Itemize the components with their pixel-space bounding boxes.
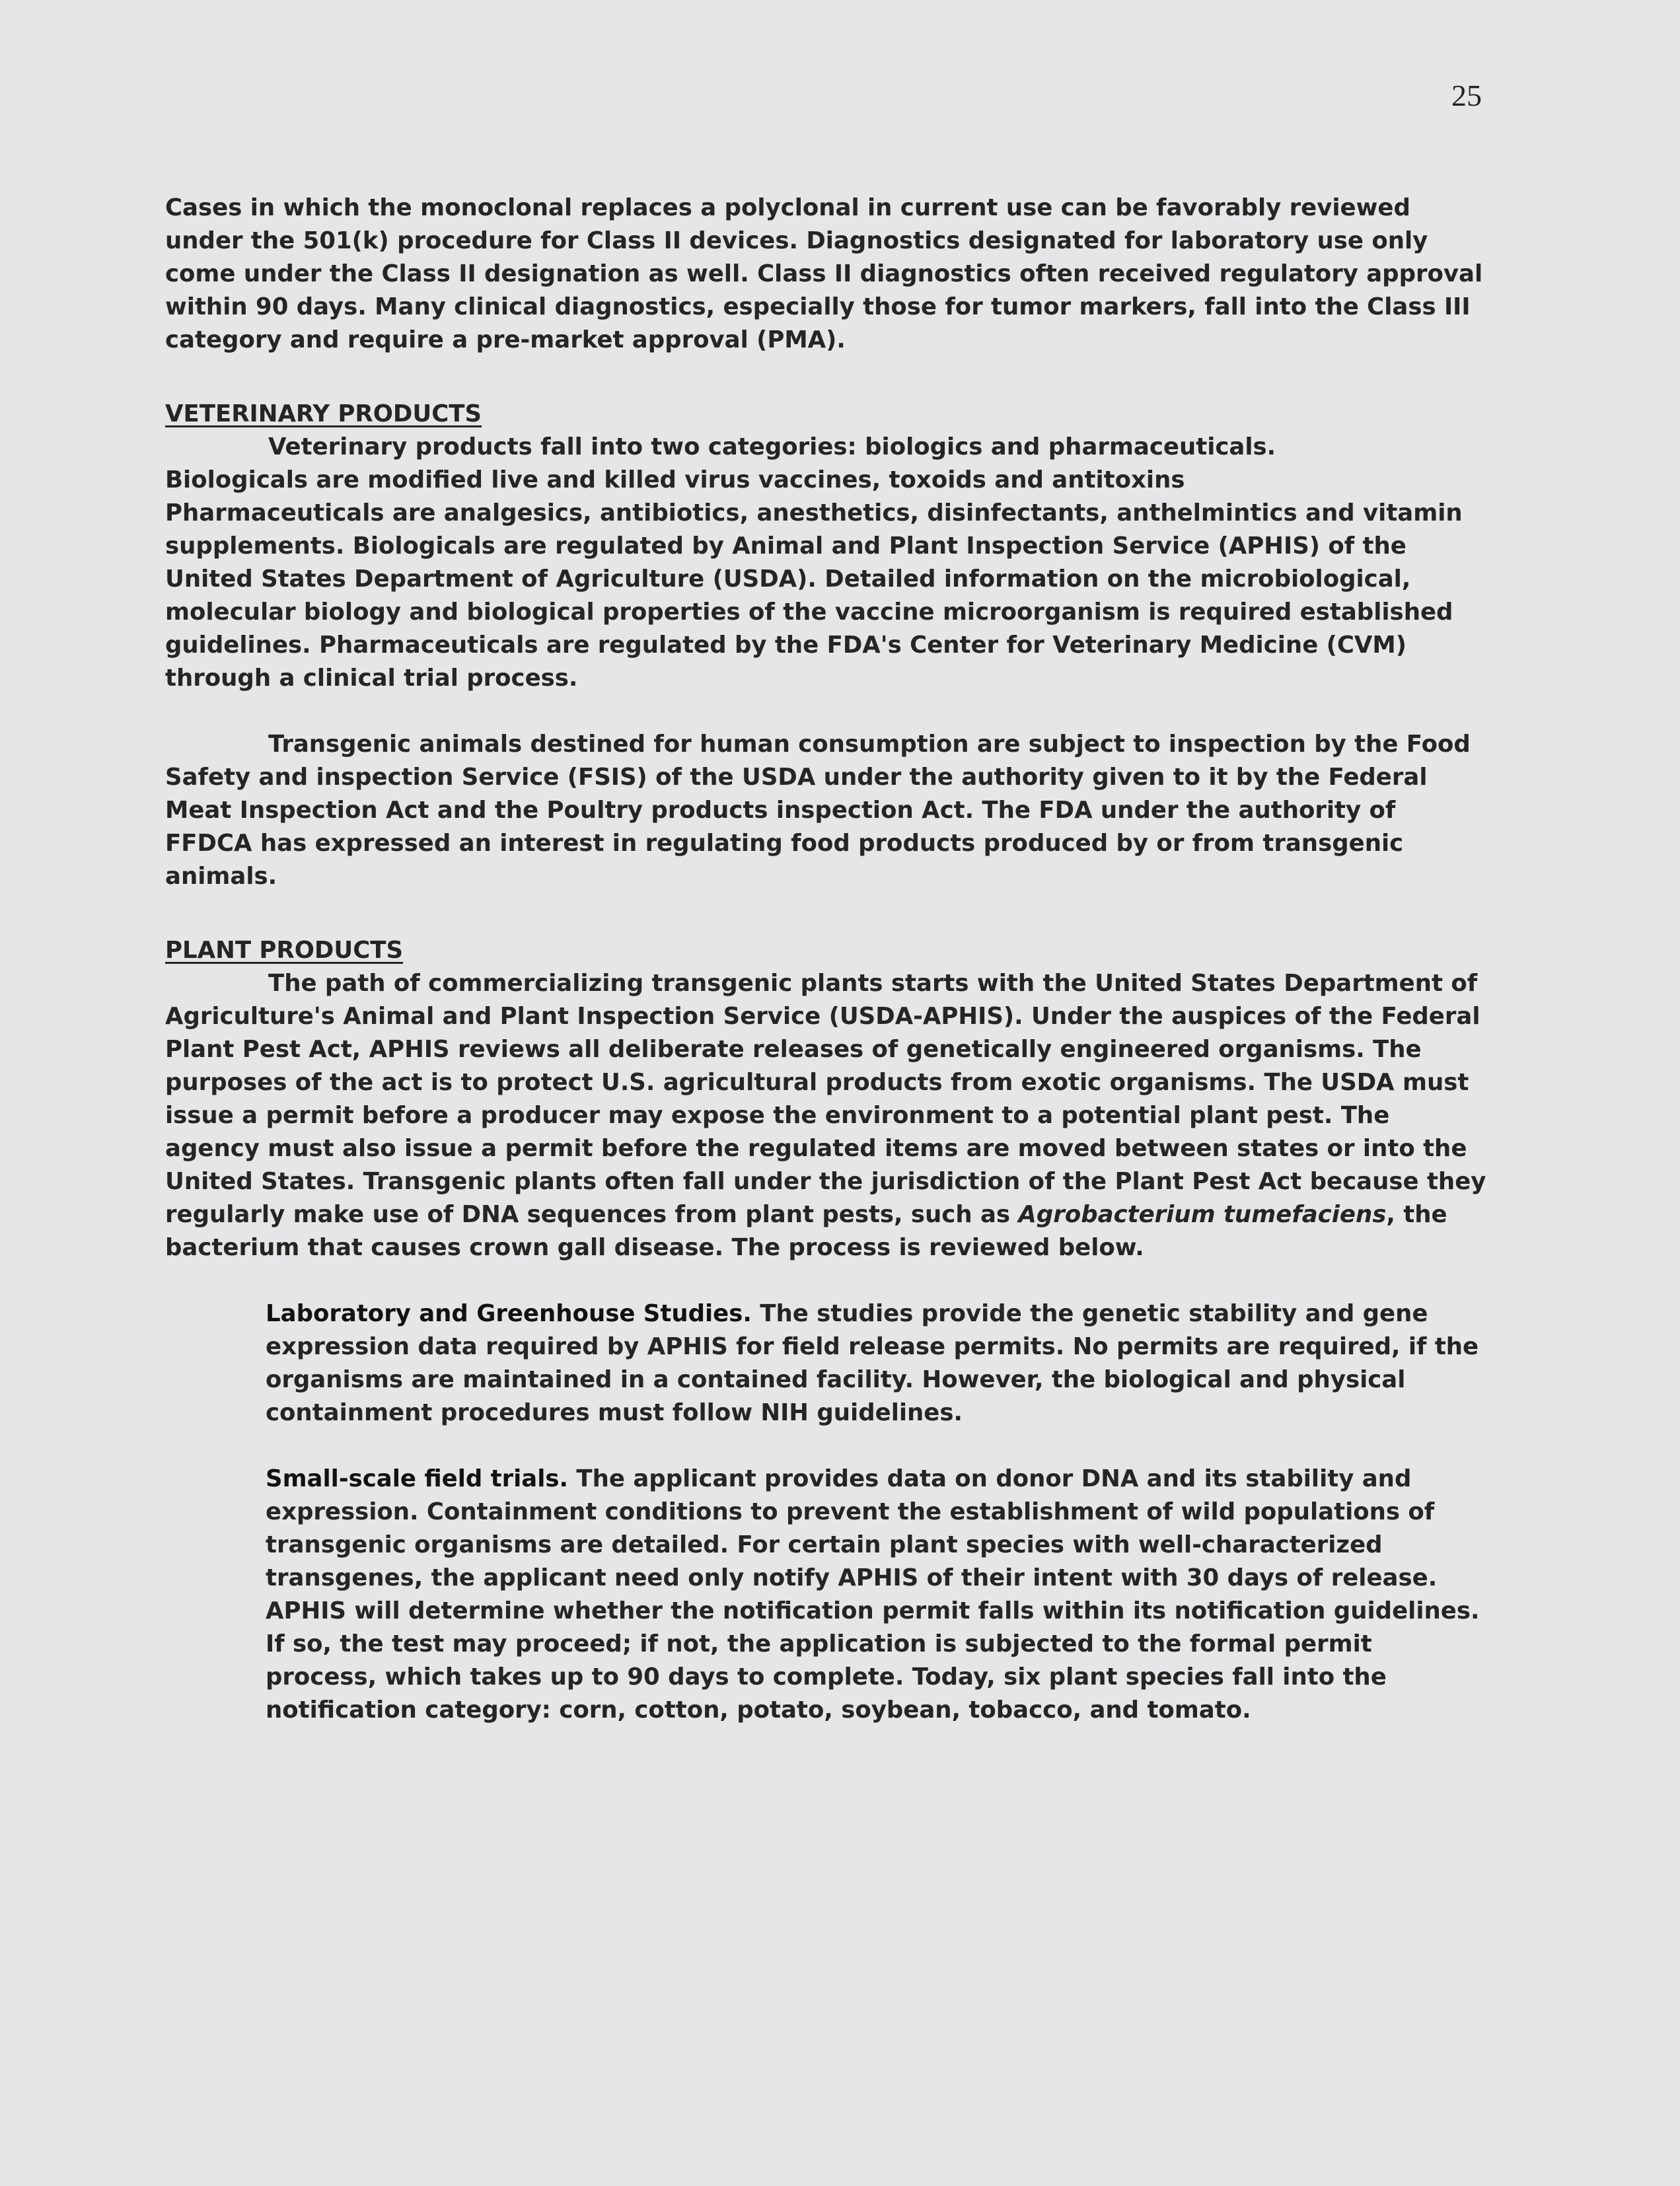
plant-paragraph: [165, 967, 1486, 1264]
veterinary-heading: VETERINARY PRODUCTS: [165, 400, 482, 427]
lab-studies-paragraph: [266, 1297, 1488, 1430]
field-trials-title: Small-scale field trials.: [266, 1465, 569, 1492]
plant-para-text-1: The path of commercializing transgenic plants starts with the United States Department of Agriculture's Animal and Plant Inspection Service (USDA-APHIS). Under the auspices of the Federal Plant Pest Act, APHIS reviews all deliberate releases of genetically engineered organisms. The purposes of the act is to protect U.S. agricultural products from exotic organisms. The USDA must issue a permit before a producer may expose the environment to a potential plant pest. The agency must also issue a permit before the regulated items are moved between states or into the United States. Transgenic plants often fall under the jurisdiction of the Plant Pest Act because they regularly make use of DNA sequences from plant pests, such as: [165, 970, 1486, 1228]
plant-italic-term: Agrobacterium tumefaciens: [1018, 1201, 1387, 1228]
veterinary-para1-line1: Veterinary products fall into two categories: biologics and pharmaceuticals.: [268, 433, 1276, 460]
plant-heading: PLANT PRODUCTS: [165, 937, 404, 964]
veterinary-para2: Transgenic animals destined for human consumption are subject to inspection by the Food Safety and inspection Service (FSIS) of the USDA under the authority given to it by the Federal Meat Inspection Act and the Poultry products inspection Act. The FDA under the authority of FFDCA has expressed an interest in regulating food products produced by or from transgenic animals.: [165, 731, 1471, 890]
intro-paragraph: Cases in which the monoclonal replaces a polyclonal in current use can be favorably reviewed under the 501(k) procedure for Class II devices. Diagnostics designated for laboratory use only come under the Class II designation as well. Class II diagnostics often received regulatory approval within 90 days. Many clinical diagnostics, especially those for tumor markers, fall into the Class III category and require a pre-market approval (PMA).: [165, 194, 1483, 353]
lab-studies-title: Laboratory and Greenhouse Studies.: [266, 1300, 752, 1327]
veterinary-para1-rest: Pharmaceuticals are analgesics, antibiotics, anesthetics, disinfectants, anthelmintics and vitamin supplements. Biologicals are regulated by Animal and Plant Inspection Service (APHIS) of the United States Department of Agriculture (USDA). Detailed information on the microbiological, molecular biology and biological properties of the vaccine microorganism is required established guidelines. Pharmaceuticals are regulated by the FDA's Center for Veterinary Medicine (CVM) through a clinical trial process.: [165, 499, 1463, 692]
veterinary-para1-line2: Biologicals are modified live and killed virus vaccines, toxoids and antitoxins: [165, 466, 1185, 493]
page-number: 25: [1451, 79, 1482, 112]
field-trials-paragraph: [266, 1463, 1488, 1727]
plant-para-text-2: , the bacterium that causes crown gall disease. The process is reviewed below.: [165, 1201, 1447, 1261]
field-trials-text: The applicant provides data on donor DNA and its stability and expression. Containment conditions to prevent the establishment of wild populations of transgenic organisms are detailed. For certain plant species with well-characterized transgenes, the applicant need only notify APHIS of their intent with 30 days of release. APHIS will determine whether the notification permit falls within its notification guidelines. If so, the test may proceed; if not, the application is subjected to the formal permit process, which takes up to 90 days to complete. Today, six plant species fall into the notification category: corn, cotton, potato, soybean, tobacco, and tomato.: [266, 1465, 1480, 1724]
lab-studies-text: The studies provide the genetic stability and gene expression data required by APHIS for field release permits. No permits are required, if the organisms are maintained in a contained facility. However, the biological and physical containment procedures must follow NIH guidelines.: [266, 1300, 1479, 1426]
page-body: [165, 192, 1486, 1727]
